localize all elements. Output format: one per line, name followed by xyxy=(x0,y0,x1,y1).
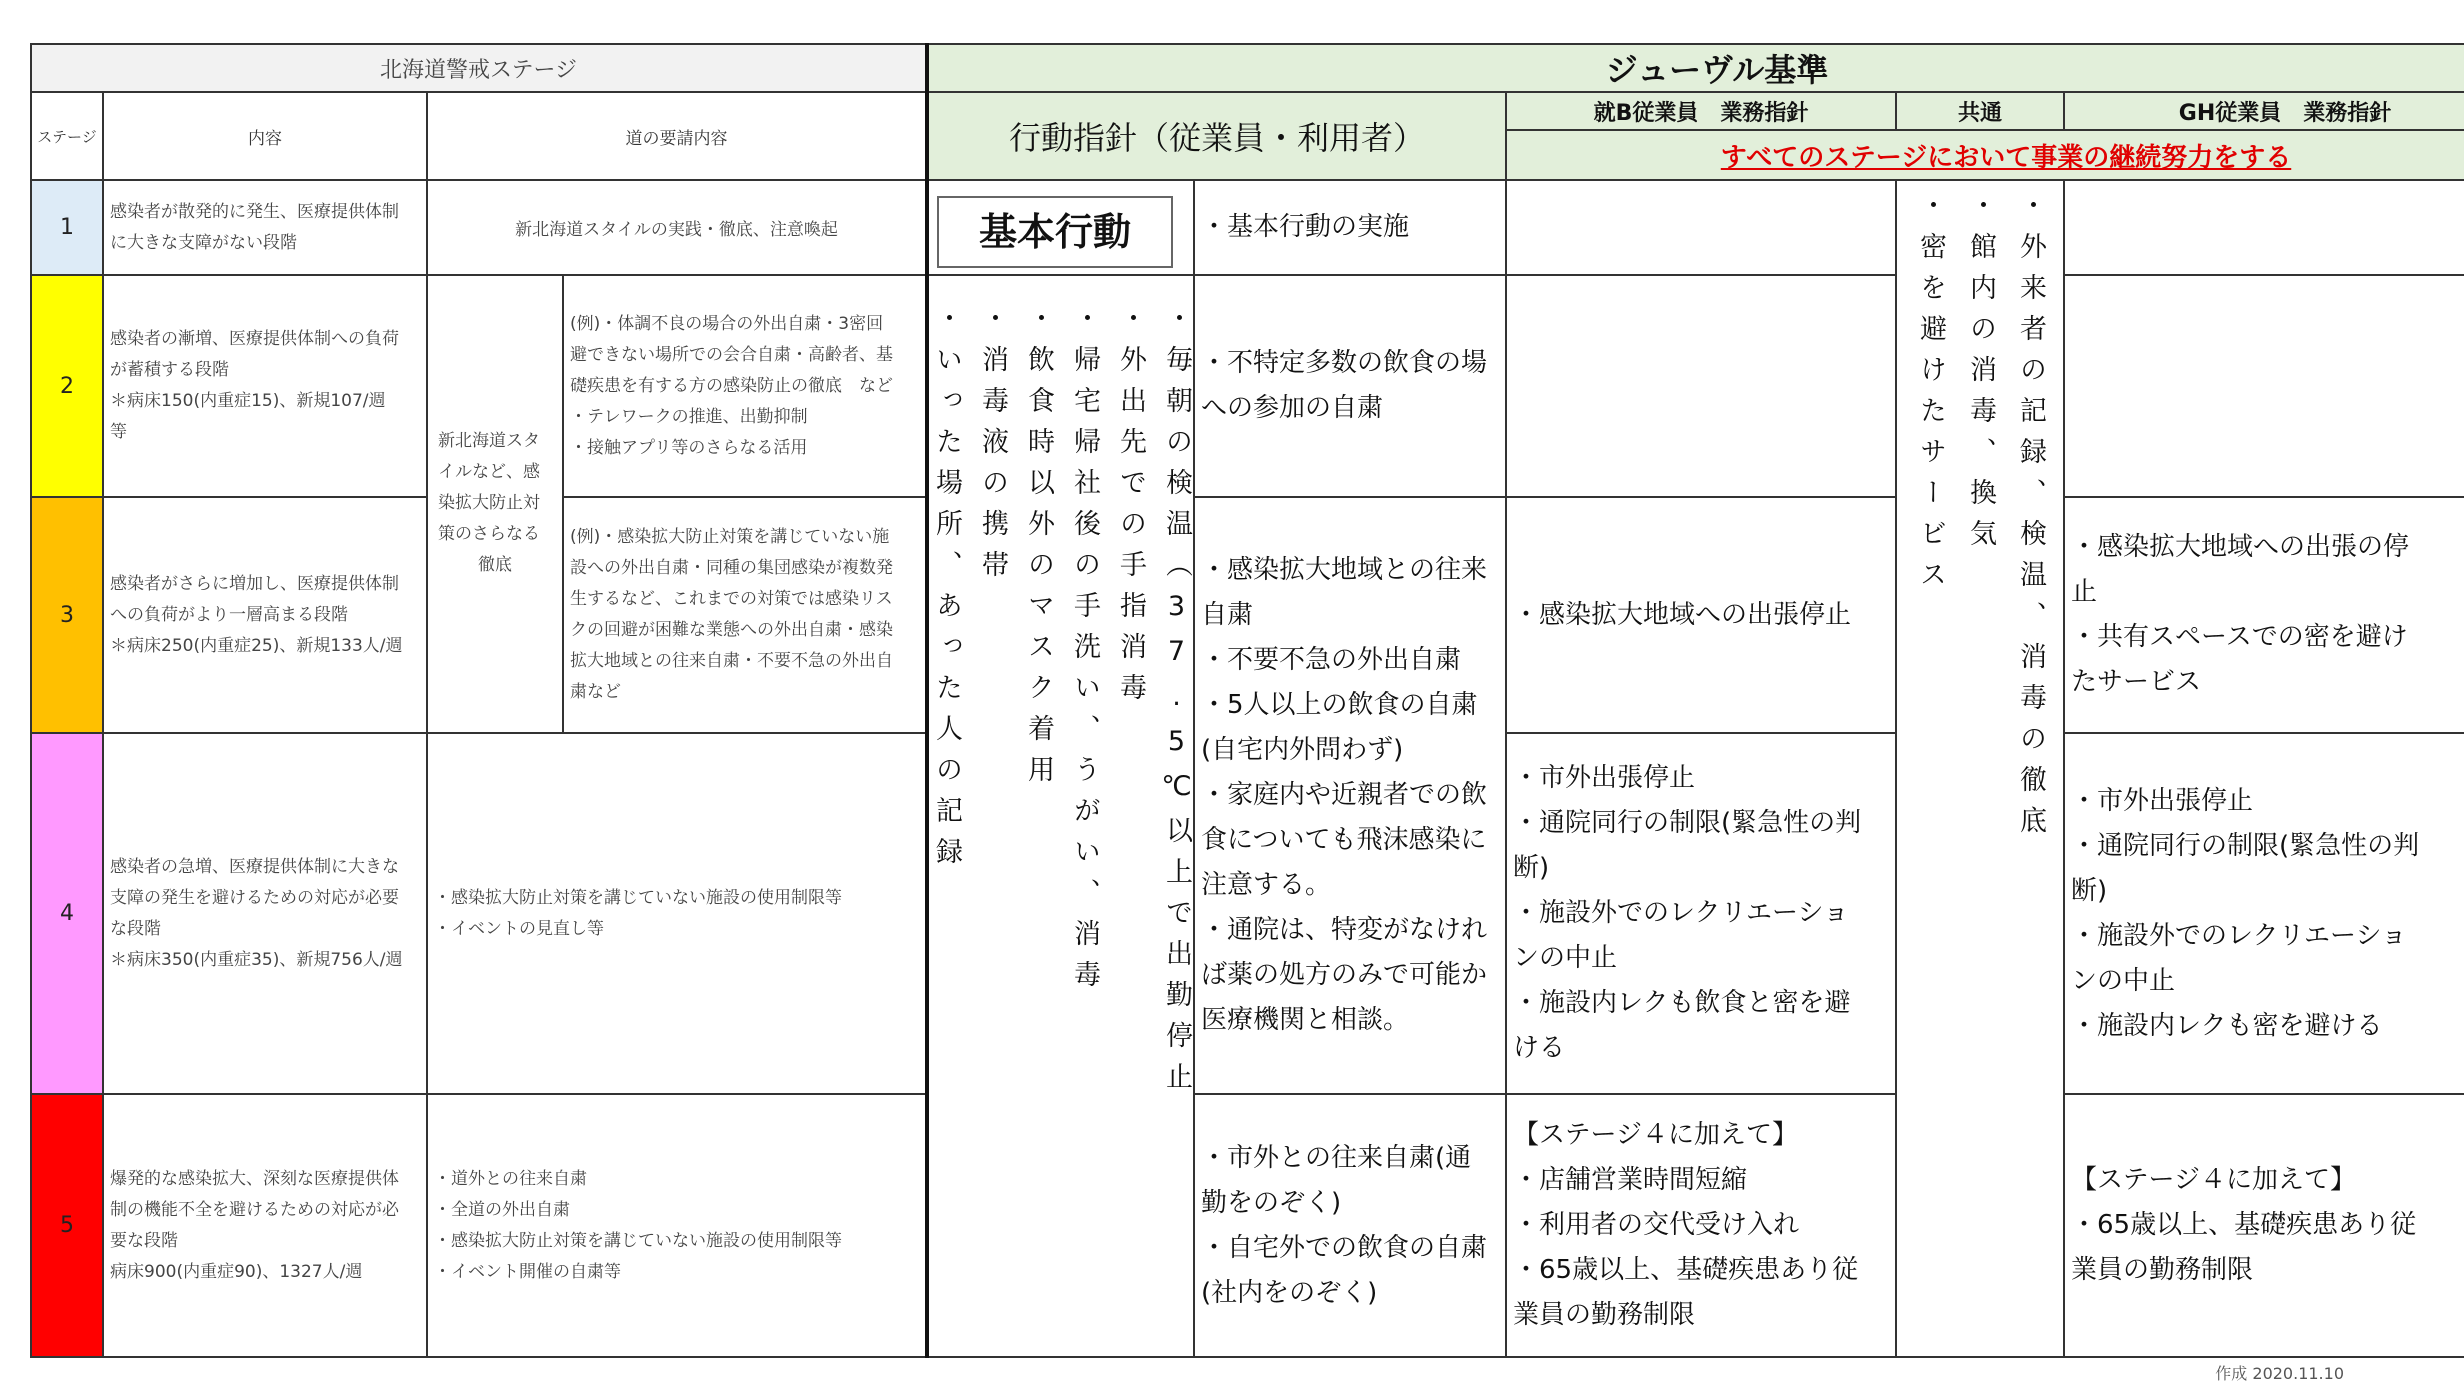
stage-5-b-line: ・利用者の交代受け入れ xyxy=(1513,1210,1800,1241)
stage-4-request-line: ・感染拡大防止対策を講じていない施設の使用制限等 xyxy=(434,887,842,908)
stage-4-b-line: ・施設内レクも飲食と密を避 xyxy=(1513,988,1851,1019)
stage-5-b-line: 業員の勤務制限 xyxy=(1513,1300,1696,1331)
common-item: ・密を避けたサービス xyxy=(1915,191,1946,602)
stage-4-request xyxy=(427,733,927,1094)
stage-3-content-line: への負荷がより一層高まる段階 xyxy=(110,604,348,625)
stage-5-gh-worker xyxy=(2064,1094,2464,1357)
stage-5-request-line: ・イベント開催の自粛等 xyxy=(434,1261,621,1282)
stage-4-gh-line: ・通院同行の制限(緊急性の判 xyxy=(2071,830,2420,861)
request-merged-line: 徹底 xyxy=(478,555,512,576)
stage-3-gh-worker xyxy=(2064,497,2464,733)
common-column-header: 共通 xyxy=(1896,92,2064,130)
basic-action-item: ・帰宅帰社後の手洗い、うがい、消毒 xyxy=(1069,303,1100,1001)
stage-4-b-line: ・市外出張停止 xyxy=(1513,763,1696,794)
stage-column-header: ステージ xyxy=(31,92,103,180)
stage-3-request-line: (例)・感染拡大防止対策を講じていない施 xyxy=(570,527,890,548)
gh-worker-column-header: GH従業員 業務指針 xyxy=(2064,92,2464,130)
stage-2-action xyxy=(1194,275,1506,498)
jouvert-standard-header xyxy=(927,44,2464,92)
basic-action-item: ・飲食時以外のマスク着用 xyxy=(1023,303,1054,796)
stage-2-request-line: 礎疾患を有する方の感染防止の徹底 など xyxy=(570,375,893,396)
stage-3-content-line: 感染者がさらに増加し、医療提供体制 xyxy=(110,573,399,594)
content-column-header: 内容 xyxy=(103,92,427,180)
stage-1-action xyxy=(1194,180,1506,274)
stage-1-gh-worker xyxy=(2064,180,2464,274)
stage-2-request-detail xyxy=(563,275,927,498)
stage-2-request-line: (例)・体調不良の場合の外出自粛・3密回 xyxy=(570,313,884,334)
stage-5-content-line: 病床900(内重症90)、1327人/週 xyxy=(110,1261,363,1282)
request-merged-line: 染拡大防止対 xyxy=(438,493,540,514)
basic-action-item: ・毎朝の検温（37.5℃以上で出勤停止 xyxy=(1161,303,1192,1103)
stage-2-content-line: 等 xyxy=(110,422,127,442)
stage-3-action-line: 医療機関と相談。 xyxy=(1201,1005,1410,1036)
stage-1-number: 1 xyxy=(31,180,103,274)
guideline-table xyxy=(30,43,2464,1358)
basic-action-item: ・消毒液の携帯 xyxy=(977,303,1008,591)
stage-4-content-line: 支障の発生を避けるための対応が必要 xyxy=(110,887,399,908)
stage-4-content-line: な段階 xyxy=(110,918,161,939)
continuation-notice: すべてのステージにおいて事業の継続努力をする xyxy=(1506,130,2464,180)
stage-4-gh-line: ・施設内レクも密を避ける xyxy=(2071,1010,2383,1041)
stage-5-b-line: ・65歳以上、基礎疾患あり従 xyxy=(1513,1255,1859,1286)
stage-2-content xyxy=(103,275,427,498)
stage-2-content-line: 感染者の漸増、医療提供体制への負荷 xyxy=(110,329,399,349)
request-merged-line: 策のさらなる xyxy=(438,524,540,545)
stage-4-b-line: ・施設外でのレクリエーショ xyxy=(1513,898,1849,929)
stage-5-b-worker xyxy=(1506,1094,1896,1357)
stage-4-content-line: 感染者の急増、医療提供体制に大きな xyxy=(110,856,399,877)
stage-2-content-line: ＊病床150(内重症15)、新規107/週 xyxy=(110,391,386,411)
stage-3-action-line: ・感染拡大地域との往来 xyxy=(1201,555,1488,586)
stage-3-action-line: 注意する。 xyxy=(1201,870,1332,901)
stage-3-b-worker: ・感染拡大地域への出張停止 xyxy=(1506,497,1896,733)
stage-4-request-line: ・イベントの見直し等 xyxy=(434,918,604,939)
stage-3-4-action xyxy=(1194,497,1506,1094)
stage-5-action xyxy=(1194,1094,1506,1357)
created-date: 作成 2020.11.10 xyxy=(2215,1364,2344,1383)
stage-2-number: 2 xyxy=(31,275,103,498)
stage-3-action-line: ・不要不急の外出自粛 xyxy=(1201,645,1462,676)
stage-4-b-worker xyxy=(1506,733,1896,1094)
common-guidelines xyxy=(1896,180,2064,1357)
common-item: ・館内の消毒、換気 xyxy=(1965,191,1996,561)
stage-1-action-line: ・基本行動の実施 xyxy=(1201,212,1410,243)
stage-3-content xyxy=(103,497,427,733)
stage-3-content-line: ＊病床250(内重症25)、新規133人/週 xyxy=(110,635,403,656)
stage-5-gh-line: 業員の勤務制限 xyxy=(2071,1255,2254,1286)
stage-5-action-line: 勤をのぞく) xyxy=(1201,1187,1342,1218)
stage-1-content-line: 感染者が散発的に発生、医療提供体制 xyxy=(110,201,399,222)
stage-5-number: 5 xyxy=(31,1094,103,1357)
request-merged-2-3 xyxy=(427,275,563,733)
common-item: ・外来者の記録、検温、消毒の徹底 xyxy=(2015,191,2046,848)
stage-4-gh-worker xyxy=(2064,733,2464,1094)
stage-3-number: 3 xyxy=(31,497,103,733)
stage-4-gh-line: ・市外出張停止 xyxy=(2071,785,2254,816)
stage-3-request-line: 拡大地域との往来自粛・不要不急の外出自 xyxy=(570,651,893,672)
stage-3-request-line: 生するなど、これまでの対策では感染リス xyxy=(570,589,893,610)
stage-2-b-worker xyxy=(1506,275,1896,498)
basic-action-item: ・外出先での手指消毒 xyxy=(1115,303,1146,714)
stage-2-gh-worker xyxy=(2064,275,2464,498)
hokkaido-stage-header: 北海道警戒ステージ xyxy=(31,44,927,92)
stage-3-action-line: 自粛 xyxy=(1201,600,1254,631)
stage-3-gh-line: 止 xyxy=(2071,577,2098,608)
stage-5-request xyxy=(427,1094,927,1357)
stage-3-action-line: ・通院は、特変がなけれ xyxy=(1201,915,1488,946)
stage-4-b-line: ・通院同行の制限(緊急性の判 xyxy=(1513,808,1862,839)
stage-5-action-line: ・自宅外での飲食の自粛 xyxy=(1201,1232,1488,1263)
stage-5-request-line: ・道外との往来自粛 xyxy=(434,1168,587,1189)
basic-action-item: ・いった場所、あった人の記録 xyxy=(931,303,962,878)
stage-3-action-line: ば薬の処方のみで可能か xyxy=(1201,960,1488,991)
stage-5-request-line: ・感染拡大防止対策を講じていない施設の使用制限等 xyxy=(434,1230,842,1251)
request-merged-line: イルなど、感 xyxy=(438,462,540,483)
stage-3-gh-line: ・共有スペースでの密を避け xyxy=(2071,622,2408,653)
stage-5-action-line: ・市外との往来自粛(通 xyxy=(1201,1142,1472,1173)
stage-3-action-line: ・5人以上の飲食の自粛 xyxy=(1201,690,1478,721)
stage-5-content-line: 制の機能不全を避けるための対応が必 xyxy=(110,1199,399,1220)
stage-4-number: 4 xyxy=(31,733,103,1094)
stage-1-b-worker xyxy=(1506,180,1896,274)
stage-5-action-line: (社内をのぞく) xyxy=(1201,1277,1378,1308)
stage-4-gh-line: ・施設外でのレクリエーショ xyxy=(2071,920,2407,951)
stage-5-request-line: ・全道の外出自粛 xyxy=(434,1199,570,1220)
stage-2-request-line: ・テレワークの推進、出勤抑制 xyxy=(570,406,808,427)
stage-2-action-line: への参加の自粛 xyxy=(1201,393,1384,423)
stage-1-content-line: に大きな支障がない段階 xyxy=(110,232,297,253)
stage-2-request-line: 避できない場所での会合自粛・高齢者、基 xyxy=(570,344,893,365)
stage-4-gh-line: ンの中止 xyxy=(2071,965,2176,996)
stage-5-b-line: 【ステージ４に加えて】 xyxy=(1513,1120,1798,1151)
stage-5-content xyxy=(103,1094,427,1357)
action-column-header: 行動指針（従業員・利用者） xyxy=(927,92,1506,180)
basic-action-label: 基本行動 xyxy=(937,196,1173,268)
basic-action-columns xyxy=(927,275,1194,1357)
stage-1-content xyxy=(103,180,427,274)
stage-3-action-line: (自宅内外問わず) xyxy=(1201,735,1404,766)
stage-5-content-line: 爆発的な感染拡大、深刻な医療提供体 xyxy=(110,1168,399,1189)
stage-2-action-line: ・不特定多数の飲食の場 xyxy=(1201,348,1488,378)
jouvert-standard-title: ジューヴル基準 xyxy=(1605,51,1829,90)
stage-3-gh-line: たサービス xyxy=(2071,667,2202,698)
stage-4-b-line: ンの中止 xyxy=(1513,943,1618,974)
stage-4-b-line: 断) xyxy=(1513,853,1550,884)
stage-4-content xyxy=(103,733,427,1094)
stage-4-gh-line: 断) xyxy=(2071,875,2108,906)
stage-3-request-line: 粛など xyxy=(570,682,621,703)
stage-3-request-detail xyxy=(563,497,927,733)
stage-3-action-line: 食についても飛沫感染に xyxy=(1201,825,1487,856)
stage-3-request-line: 設への外出自粛・同種の集団感染が複数発 xyxy=(570,558,893,579)
stage-5-gh-line: 【ステージ４に加えて】 xyxy=(2071,1165,2356,1196)
stage-3-gh-line: ・感染拡大地域への出張の停 xyxy=(2071,532,2410,563)
stage-4-b-line: ける xyxy=(1513,1033,1566,1064)
stage-4-content-line: ＊病床350(内重症35)、新規756人/週 xyxy=(110,949,403,970)
stage-2-request-line: ・接触アプリ等のさらなる活用 xyxy=(570,437,808,458)
request-column-header: 道の要請内容 xyxy=(427,92,927,180)
guideline-table-wrap xyxy=(30,43,2445,1358)
stage-3-request-line: クの回避が困難な業態への外出自粛・感染 xyxy=(570,620,893,641)
stage-5-b-line: ・店舗営業時間短縮 xyxy=(1513,1165,1748,1196)
stage-3-action-line: ・家庭内や近親者での飲 xyxy=(1201,780,1488,811)
stage-5-gh-line: ・65歳以上、基礎疾患あり従 xyxy=(2071,1210,2417,1241)
stage-5-content-line: 要な段階 xyxy=(110,1230,178,1251)
b-worker-column-header: 就B従業員 業務指針 xyxy=(1506,92,1896,130)
stage-1-request: 新北海道スタイルの実践・徹底、注意喚起 xyxy=(427,180,927,274)
request-merged-line: 新北海道スタ xyxy=(438,431,540,452)
stage-2-content-line: が蓄積する段階 xyxy=(110,360,229,380)
